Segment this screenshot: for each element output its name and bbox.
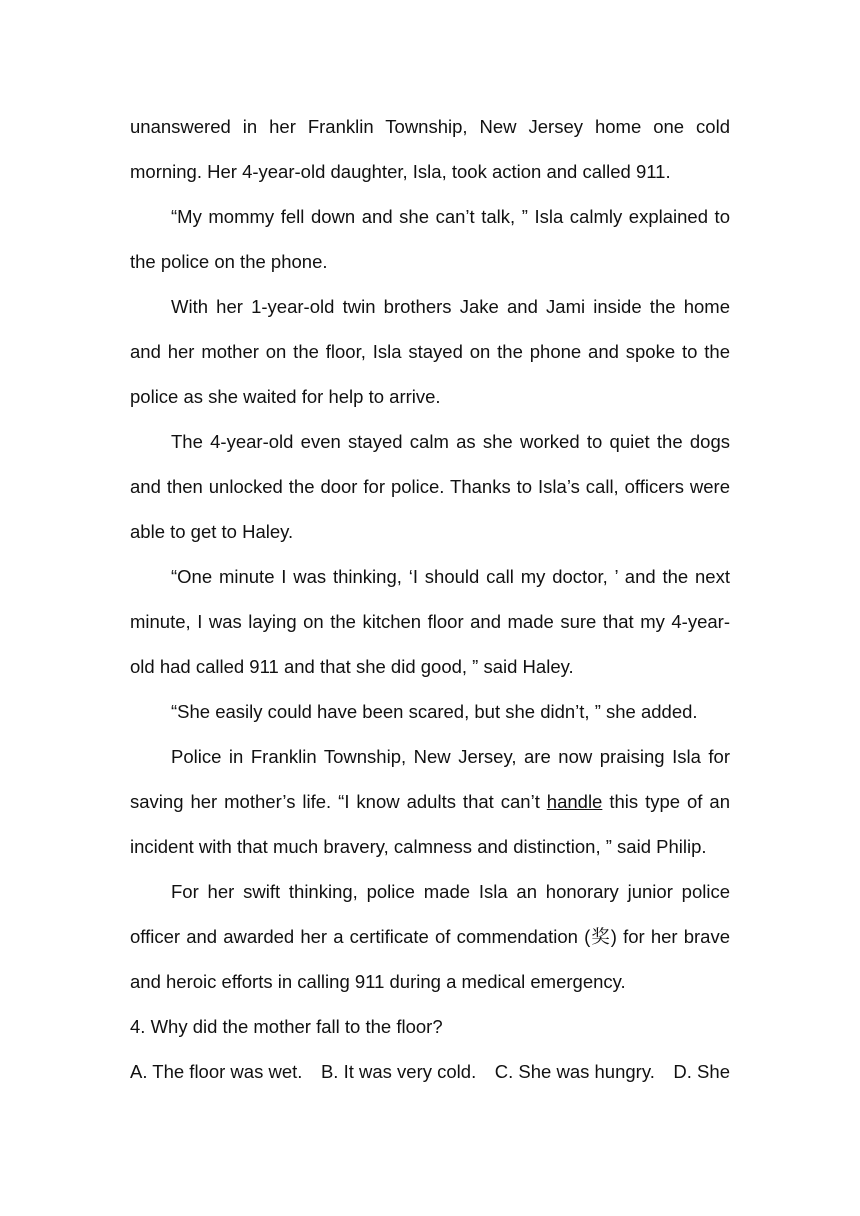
option-b: B. It was very cold. <box>320 1061 477 1082</box>
option-a: A. The floor was wet. <box>130 1061 303 1082</box>
paragraph-7-text-end: this type of an incident with that much bravery, calmness and distinction, ” said Philip. <box>130 791 730 857</box>
question-text: 4. Why did the mother fall to the floor? <box>130 1016 443 1037</box>
passage-paragraph-1: unanswered in her Franklin Township, New Jersey home one cold morning. Her 4-year-old daughter, Isla, took action and called 911. <box>130 116 730 182</box>
passage-paragraph-3: With her 1-year-old twin brothers Jake and Jami inside the home and her mother on the floor, Isla stayed on the phone and spoke to the police as she waited for help to arrive. <box>130 296 730 407</box>
passage-paragraph-5: “One minute I was thinking, ‘I should call my doctor, ’ and the next minute, I was laying on the kitchen floor and made sure that my 4-year-old had called 911 and that she did good, ” said Haley. <box>130 566 730 677</box>
document-page <box>130 104 730 1094</box>
passage-paragraph-7 <box>130 734 730 869</box>
underlined-word: handle <box>546 791 603 812</box>
passage-paragraph-2: “My mommy fell down and she can’t talk, ” Isla calmly explained to the police on the phone. <box>130 206 730 272</box>
paragraph-7-text-start: Police in Franklin Township, New Jersey, are now praising Isla for saving her mother’s life. “I know adults that can’t <box>130 746 730 812</box>
passage-paragraph-4: The 4-year-old even stayed calm as she worked to quiet the dogs and then unlocked the door for police. Thanks to Isla’s call, officers were able to get to Haley. <box>130 431 730 542</box>
option-d: D. She <box>673 1061 730 1082</box>
answer-options <box>130 1049 730 1094</box>
option-c: C. She was hungry. <box>494 1061 655 1082</box>
passage-paragraph-8: For her swift thinking, police made Isla an honorary junior police officer and awarded her a certificate of commendation (奖) for her brave and heroic efforts in calling 911 during a medical emergency. <box>130 881 730 992</box>
passage-paragraph-6: “She easily could have been scared, but she didn’t, ” she added. <box>171 701 698 722</box>
